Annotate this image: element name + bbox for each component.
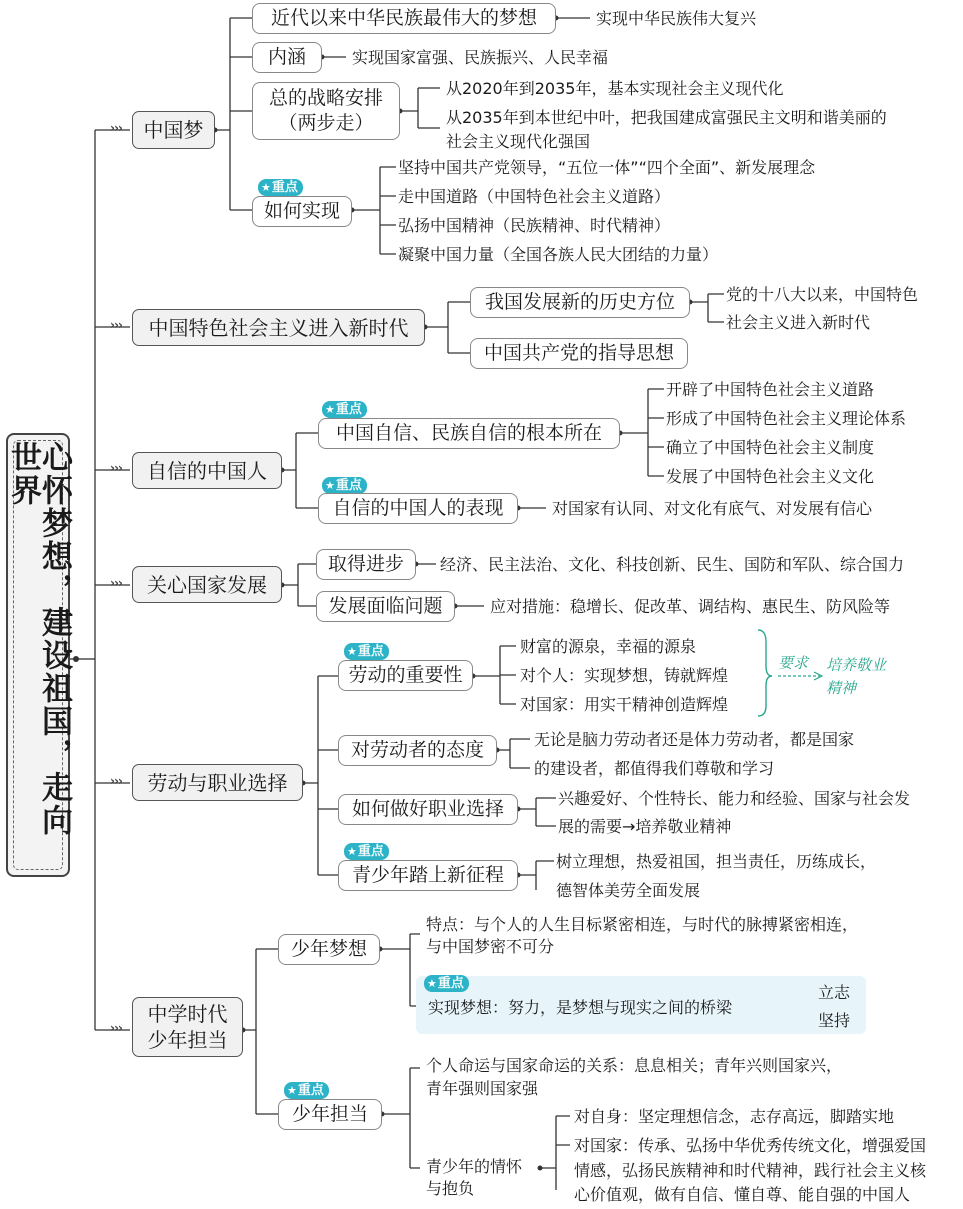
subtopic-label: 如何做好职业选择 (351, 798, 504, 821)
key-point-badge (424, 975, 469, 992)
handwritten-note: 培养敬业 (826, 656, 887, 674)
topic-national-development[interactable] (132, 566, 282, 603)
topic-label: 中国梦 (143, 118, 204, 142)
leaf-text: 弘扬中国精神（民族精神、时代精神） (398, 216, 671, 235)
topic-confident-chinese[interactable] (132, 452, 282, 489)
leaf-text: 财富的源泉，幸福的源泉 (520, 637, 697, 656)
subtopic-label: 中国共产党的指导思想 (483, 342, 674, 365)
badge-label: 重点 (271, 180, 298, 195)
subtopic-label: 近代以来中华民族最伟大的梦想 (270, 7, 537, 30)
leaf-text: 无论是脑力劳动者还是体力劳动者，都是国家 (534, 730, 855, 749)
leaf-text: 从2020年到2035年，基本实现社会主义现代化 (446, 79, 784, 98)
subtopic-manifestation[interactable] (318, 493, 518, 524)
subtopic-youth-responsibility[interactable] (278, 1099, 382, 1130)
topic-label: 中国特色社会主义进入新时代 (148, 315, 409, 340)
chevron-icon: ››› (110, 774, 122, 788)
star-icon: ★ (261, 181, 271, 194)
subtopic-career-choice[interactable] (338, 794, 518, 825)
leaf-text: 与中国梦密不可分 (426, 937, 555, 956)
subtopic-label: 少年梦想 (290, 938, 367, 961)
subtopic-label: 青少年踏上新征程 (351, 864, 504, 887)
leaf-text: 对个人：实现梦想，铸就辉煌 (520, 666, 729, 685)
badge-label: 重点 (297, 1083, 324, 1098)
subtopic-label: 总的战略安排 (268, 87, 383, 110)
subtopic-label: 少年担当 (291, 1103, 368, 1126)
chevron-icon: ››› (110, 318, 122, 332)
subtopic-strategy[interactable] (252, 82, 400, 140)
leaf-text: 对国家：传承、弘扬中华优秀传统文化，增强爱国 (574, 1136, 927, 1155)
topic-china-dream[interactable] (132, 111, 215, 149)
subtopic-attitude-to-workers[interactable] (338, 735, 497, 766)
leaf-text: 树立理想，热爱祖国，担当责任，历练成长， (556, 852, 877, 871)
handwritten-note: 精神 (826, 679, 857, 697)
topic-label: 劳动与职业选择 (147, 770, 288, 795)
leaf-text: 展的需要→培养敬业精神 (558, 817, 732, 836)
subtopic-label: 中国自信、民族自信的根本所在 (335, 422, 602, 445)
leaf-text: 社会主义现代化强国 (446, 132, 591, 151)
leaf-text: 应对措施：稳增长、促改革、调结构、惠民生、防风险等 (490, 597, 891, 616)
subtopic-connotation[interactable] (252, 42, 322, 73)
subtopic-greatest-dream[interactable] (252, 3, 556, 34)
badge-label: 重点 (357, 644, 384, 659)
topic-label: 关心国家发展 (147, 572, 267, 597)
badge-label: 重点 (335, 478, 362, 493)
subtopic-labor-importance[interactable] (338, 660, 473, 691)
key-point-badge (322, 477, 367, 494)
leaf-text: 对国家：用实干精神创造辉煌 (520, 695, 729, 714)
chevron-icon: ››› (110, 576, 122, 590)
handwritten-note: 要求 (778, 654, 809, 672)
leaf-text: 坚持中国共产党领导，“五位一体”“四个全面”、新发展理念 (398, 158, 816, 177)
subtopic-historical-position[interactable] (470, 287, 690, 318)
leaf-text: 兴趣爱好、个性特长、能力和经验、国家与社会发 (558, 789, 911, 808)
leaf-text: 特点：与个人的人生目标紧密相连，与时代的脉搏紧密相连， (426, 915, 859, 934)
topic-label: 自信的中国人 (147, 458, 267, 483)
subtopic-label: 自信的中国人的表现 (332, 497, 504, 520)
chevron-icon: ››› (110, 461, 122, 475)
leaf-text: 凝聚中国力量（全国各族人民大团结的力量） (398, 245, 719, 264)
star-icon: ★ (325, 479, 335, 492)
leaf-text: 与抱负 (426, 1179, 475, 1198)
leaf-text: 开辟了中国特色社会主义道路 (666, 380, 875, 399)
subtopic-label: 如何实现 (263, 200, 340, 223)
leaf-text: 实现中华民族伟大复兴 (596, 9, 757, 28)
leaf-text: 实现梦想：努力，是梦想与现实之间的桥梁 (428, 998, 733, 1017)
star-icon: ★ (427, 977, 437, 990)
leaf-text: 发展了中国特色社会主义文化 (666, 467, 875, 486)
subtopic-how-realize[interactable] (252, 196, 352, 227)
leaf-text: 形成了中国特色社会主义理论体系 (666, 409, 907, 428)
leaf-text: 党的十八大以来，中国特色 (726, 285, 919, 304)
subtopic-label: 我国发展新的历史方位 (484, 291, 675, 314)
subtopic-youth-dream[interactable] (278, 934, 380, 965)
leaf-text: 的建设者，都值得我们尊敬和学习 (534, 759, 775, 778)
leaf-text: 情感，弘扬民族精神和时代精神，践行社会主义核 (574, 1161, 927, 1180)
leaf-text: 青少年的情怀 (426, 1157, 523, 1176)
leaf-text: 对自身：坚定理想信念，志存高远，脚踏实地 (574, 1107, 895, 1126)
key-point-badge (344, 843, 389, 860)
topic-label: 少年担当 (147, 1028, 228, 1052)
star-icon: ★ (347, 645, 357, 658)
leaf-text: 坚持 (818, 1011, 851, 1030)
badge-label: 重点 (357, 844, 384, 859)
subtopic-label: 对劳动者的态度 (350, 739, 484, 762)
topic-label: 中学时代 (147, 1002, 228, 1026)
subtopic-guiding-thought[interactable] (470, 338, 688, 369)
chevron-icon: ››› (110, 121, 122, 135)
leaf-text: 对国家有认同、对文化有底气、对发展有信心 (552, 499, 873, 518)
key-point-badge (284, 1082, 329, 1099)
subtopic-label: 取得进步 (327, 553, 404, 576)
badge-label: 重点 (335, 402, 362, 417)
subtopic-label: （两步走） (278, 112, 374, 134)
leaf-text: 确立了中国特色社会主义制度 (666, 438, 875, 457)
badge-label: 重点 (437, 976, 464, 991)
leaf-text: 实现国家富强、民族振兴、人民幸福 (352, 48, 609, 67)
star-icon: ★ (347, 845, 357, 858)
leaf-text: 青年强则国家强 (426, 1079, 539, 1098)
key-point-badge (258, 179, 303, 196)
subtopic-root-of-confidence[interactable] (318, 418, 620, 449)
leaf-text: 经济、民主法治、文化、科技创新、民生、国防和军队、综合国力 (440, 555, 905, 574)
leaf-text: 社会主义进入新时代 (726, 313, 871, 332)
root-title: 心怀梦想，建设祖国，走向世界 (5, 441, 72, 837)
subtopic-progress[interactable] (316, 549, 416, 580)
leaf-text: 德智体美劳全面发展 (556, 881, 701, 900)
leaf-text: 个人命运与国家命运的关系：息息相关；青年兴则国家兴， (426, 1056, 843, 1075)
star-icon: ★ (287, 1084, 297, 1097)
subtopic-label: 劳动的重要性 (348, 664, 463, 687)
leaf-text: 立志 (818, 983, 851, 1002)
star-icon: ★ (325, 403, 335, 416)
chevron-icon: ››› (110, 1021, 122, 1035)
topic-middle-school[interactable] (132, 997, 243, 1057)
subtopic-label: 发展面临问题 (328, 595, 443, 618)
key-point-badge (344, 643, 389, 660)
topic-labor-career[interactable] (132, 764, 303, 801)
topic-new-era[interactable] (132, 309, 425, 346)
leaf-text: 心价值观，做有自信、懂自尊、能自强的中国人 (574, 1185, 911, 1204)
subtopic-label: 内涵 (267, 46, 306, 69)
leaf-text: 从2035年到本世纪中叶，把我国建成富强民主文明和谐美丽的 (446, 108, 887, 127)
leaf-text: 走中国道路（中国特色社会主义道路） (398, 187, 671, 206)
subtopic-problems[interactable] (316, 591, 455, 622)
root-topic-inner (5, 440, 72, 870)
subtopic-youth-journey[interactable] (338, 860, 518, 891)
key-point-badge (322, 401, 367, 418)
root-topic (6, 433, 70, 877)
